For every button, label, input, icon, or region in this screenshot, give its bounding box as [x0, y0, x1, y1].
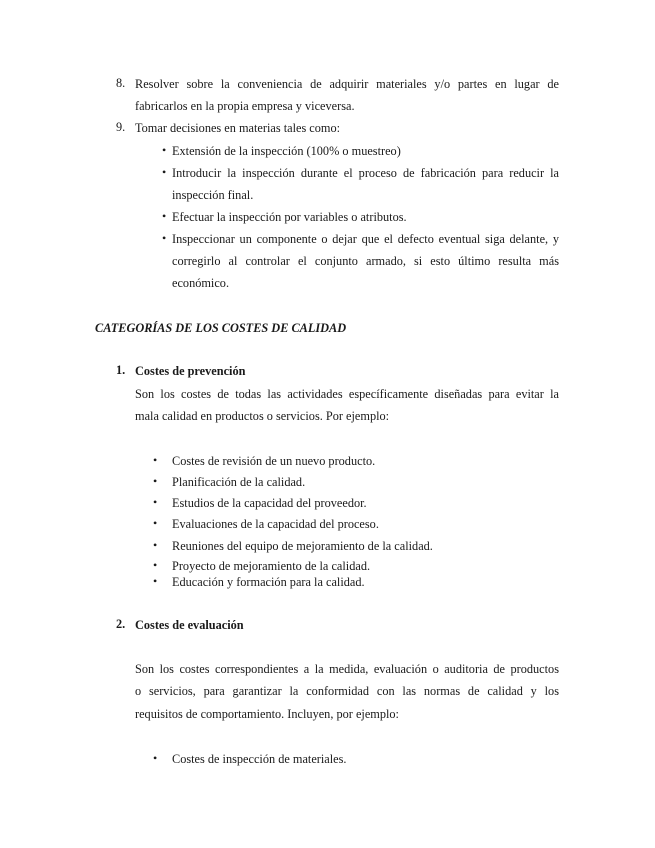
bullet-icon: •	[153, 474, 158, 488]
bullet-icon: •	[153, 495, 158, 509]
evaluation-desc-line-2: o servicios, para garantizar la conformidad con las normas de calidad y los	[135, 684, 559, 698]
item-8-line-2: fabricarlos en la propia empresa y viceversa.	[135, 99, 355, 113]
item-9-bullet-4-line-2: corregirlo al controlar el conjunto armado, si esto último resulta más	[172, 254, 559, 268]
bullet-icon: •	[162, 209, 167, 223]
item-9-bullet-1: Extensión de la inspección (100% o muestreo)	[172, 144, 401, 158]
bullet-icon: •	[153, 453, 158, 467]
item-9-bullet-3: Efectuar la inspección por variables o atributos.	[172, 210, 407, 224]
item-9-bullet-2-line-2: inspección final.	[172, 188, 254, 202]
section-heading: CATEGORÍAS DE LOS COSTES DE CALIDAD	[95, 321, 347, 335]
prevention-item-3: Estudios de la capacidad del proveedor.	[172, 496, 367, 510]
bullet-icon: •	[153, 538, 158, 552]
bullet-icon: •	[162, 143, 167, 157]
list-number-9: 9.	[116, 120, 126, 134]
bullet-icon: •	[162, 231, 167, 245]
list-number-1: 1.	[116, 363, 126, 377]
bullet-icon: •	[153, 558, 158, 572]
item-8-line-1: Resolver sobre la conveniencia de adquirir materiales y/o partes en lugar de	[135, 77, 559, 91]
evaluation-desc-line-3: requisitos de comportamiento. Incluyen, por ejemplo:	[135, 707, 399, 721]
bullet-icon: •	[153, 516, 158, 530]
evaluation-item-1: Costes de inspección de materiales.	[172, 752, 347, 766]
prevention-item-1: Costes de revisión de un nuevo producto.	[172, 454, 376, 468]
list-number-2: 2.	[116, 617, 126, 631]
item-9-bullet-2-line-1: Introducir la inspección durante el proceso de fabricación para reducir la	[172, 166, 559, 180]
prevention-item-4: Evaluaciones de la capacidad del proceso.	[172, 517, 379, 531]
evaluation-desc-line-1: Son los costes correspondientes a la medida, evaluación o auditoria de productos	[135, 662, 559, 676]
prevention-item-2: Planificación de la calidad.	[172, 475, 306, 489]
bullet-icon: •	[153, 751, 158, 765]
bullet-icon: •	[153, 574, 158, 588]
prevention-item-5: Reuniones del equipo de mejoramiento de la calidad.	[172, 539, 433, 553]
prevention-item-6: Proyecto de mejoramiento de la calidad.	[172, 559, 371, 573]
prevention-item-7: Educación y formación para la calidad.	[172, 575, 365, 589]
prevention-desc-line-2: mala calidad en productos o servicios. Por ejemplo:	[135, 409, 390, 423]
bullet-icon: •	[162, 165, 167, 179]
item-9-bullet-4-line-3: económico.	[172, 276, 230, 290]
prevention-desc-line-1: Son los costes de todas las actividades específicamente diseñadas para evitar la	[135, 387, 559, 401]
item-9-text: Tomar decisiones en materias tales como:	[135, 121, 341, 135]
evaluation-title: Costes de evaluación	[135, 618, 244, 632]
item-9-bullet-4-line-1: Inspeccionar un componente o dejar que el defecto eventual siga delante, y	[172, 232, 559, 246]
prevention-title: Costes de prevención	[135, 364, 246, 378]
list-number-8: 8.	[116, 76, 126, 90]
